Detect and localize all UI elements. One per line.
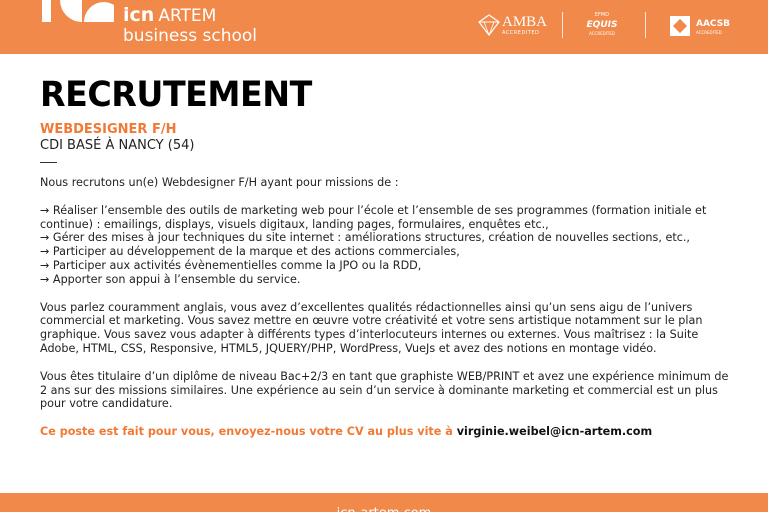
divider xyxy=(562,12,563,38)
equis-sublabel: ACCREDITED xyxy=(589,31,615,36)
aacsb-sublabel: ACCREDITED xyxy=(696,30,722,35)
aacsb-emblem-icon xyxy=(670,16,690,36)
requirements-paragraph: Vous êtes titulaire d’un diplôme de niveau Bac+2/3 en tant que graphiste WEB/PRINT et avez une expérience minimum de 2 ans sur des missions similaires. Une expérience au sein d’un service à dominante marketing et commercial est un plus pour votre candidature. xyxy=(40,369,729,411)
footer-website-link[interactable]: icn-artem.com xyxy=(336,506,432,521)
brand-tagline: business school xyxy=(123,26,257,46)
contact-email-link[interactable]: virginie.weibel@icn-artem.com xyxy=(456,425,653,439)
call-to-action xyxy=(40,425,730,438)
equis-label: EQUIS xyxy=(586,20,618,30)
divider xyxy=(645,12,646,38)
list-item: → Participer aux activités évènementielles comme la JPO ou la RDD, xyxy=(40,258,422,272)
amba-accreditation xyxy=(478,10,548,42)
equis-accreditation xyxy=(580,10,624,42)
brand-name-rest: ARTEM xyxy=(158,6,217,26)
amba-label: AMBA xyxy=(502,14,548,30)
diamond-icon xyxy=(478,14,500,36)
list-item: → Apporter son appui à l’ensemble du service. xyxy=(40,272,301,286)
amba-sublabel: ACCREDITED xyxy=(502,30,540,36)
icn-logo-icon xyxy=(40,0,114,40)
contract-location: CDI BASÉ À NANCY (54) xyxy=(40,138,195,153)
list-item: → Gérer des mises à jour techniques du site internet : améliorations structures, création de nouvelles sections, etc., xyxy=(40,231,690,245)
job-title: WEBDESIGNER F/H xyxy=(40,122,177,137)
efmd-label: EFMD xyxy=(594,12,610,18)
aacsb-label: AACSB xyxy=(696,19,731,29)
brand-name-bold: icn xyxy=(123,4,155,26)
profile-paragraph: Vous parlez couramment anglais, vous avez d’excellentes qualités rédactionnelles ainsi qu’un sens aigu de l’univers commercial et marketing. Vous savez mettre en œuvre votre créativité et votre sens artistique notamment sur le plan graphique. Vous savez vous adapter à différents types d’interlocuteurs internes ou externes. Vous maîtrisez : la Suite Adobe, HTML, CSS, Responsive, HTML5, JQUERY/PHP, WordPress, VueJs et avez des notions en montage vidéo. xyxy=(40,300,703,355)
cta-text: Ce poste est fait pour vous, envoyez-nous votre CV au plus vite à xyxy=(40,425,457,439)
job-posting xyxy=(40,75,730,439)
footer-banner xyxy=(0,493,768,521)
missions-list xyxy=(40,204,730,287)
divider xyxy=(40,162,57,163)
list-item: → Participer au développement de la marque et des actions commerciales, xyxy=(40,245,460,259)
aacsb-accreditation xyxy=(670,10,730,42)
list-item: → Réaliser l’ensemble des outils de marketing web pour l’école et l’ensemble de ses programmes (formation initiale et continue) : emailings, displays, visuels digitaux, landing pages, formulaires, enquêtes etc., xyxy=(40,203,707,231)
page-title: RECRUTEMENT xyxy=(40,75,312,115)
brand-wordmark xyxy=(123,6,257,45)
intro-text: Nous recrutons un(e) Webdesigner F/H ayant pour missions de : xyxy=(40,176,399,189)
header-banner xyxy=(0,0,768,54)
